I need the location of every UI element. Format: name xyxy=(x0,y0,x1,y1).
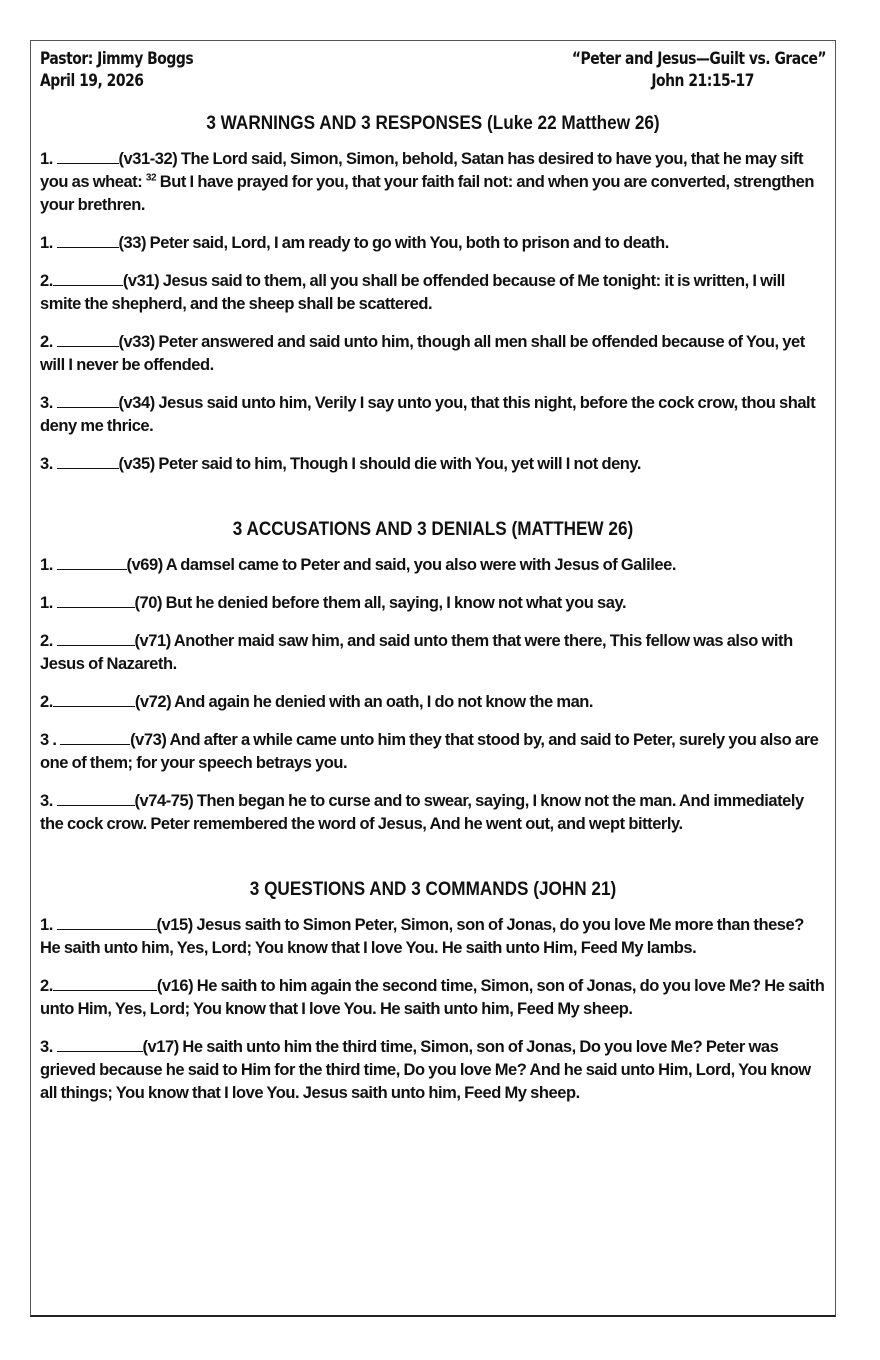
verse-ref: (v15) xyxy=(156,916,193,934)
section-title: 3 WARNINGS AND 3 RESPONSES (Luke 22 Matthew 26) xyxy=(206,112,660,134)
verse-ref: (70) xyxy=(134,594,163,612)
list-item: 2. (v16) He saith to him again the second time, Simon, son of Jonas, do you love Me? He saith unto Him, Yes, Lord; You know that I love You. He saith unto him, Feed My sheep. xyxy=(40,977,825,1018)
verse-ref: (v72) xyxy=(134,693,172,711)
list-item: 2. (v72) And again he denied with an oath, I do not know the man. xyxy=(40,693,594,711)
verse-ref: (33) xyxy=(118,234,147,252)
fill-in-blank[interactable] xyxy=(53,271,123,286)
scripture-reference: John 21:15-17 xyxy=(651,71,754,91)
list-item: 1. (33) Peter said, Lord, I am ready to go with You, both to prison and to death. xyxy=(40,234,669,252)
verse-ref: (v74-75) xyxy=(134,792,194,810)
list-item: 3. (v34) Jesus said unto him, Verily I say unto you, that this night, before the cock crow, thou shalt deny me thrice. xyxy=(40,394,816,435)
verse-ref: (v35) xyxy=(118,455,155,473)
handout-content xyxy=(40,111,826,1105)
section-questions-commands xyxy=(40,877,826,1105)
fill-in-blank[interactable] xyxy=(57,149,119,164)
section-title: 3 QUESTIONS AND 3 COMMANDS (JOHN 21) xyxy=(249,878,617,900)
sermon-title: “Peter and Jesus—Guilt vs. Grace” xyxy=(571,49,826,69)
pastor-name: Pastor: Jimmy Boggs xyxy=(40,49,194,69)
verse-ref: (v17) xyxy=(142,1038,179,1056)
list-item: 2. (v33) Peter answered and said unto him, though all men shall be offended because of You, yet will I never be offended. xyxy=(40,333,805,374)
list-item: 1. (70) But he denied before them all, saying, I know not what you say. xyxy=(40,594,627,612)
fill-in-blank[interactable] xyxy=(57,393,119,408)
verse-ref: (v16) xyxy=(156,977,194,995)
verse-ref: (v71) xyxy=(134,632,171,650)
header-right xyxy=(572,48,826,92)
list-item: 3. (v74-75) Then began he to curse and to swear, saying, I know not the man. And immediately the cock crow. Peter remembered the word of Jesus, And he went out, and wept bitterly. xyxy=(40,792,804,833)
fill-in-blank[interactable] xyxy=(57,555,127,570)
verse-ref: (v73) xyxy=(130,731,167,749)
fill-in-blank[interactable] xyxy=(57,593,135,608)
fill-in-blank[interactable] xyxy=(57,631,135,646)
handout-page xyxy=(30,40,836,1317)
verse-ref: (v31-32) xyxy=(118,150,178,168)
list-item: 1. (v31-32) The Lord said, Simon, Simon, behold, Satan has desired to have you, that he may sift you as wheat: $^{32}$ But I have prayed for you, that your faith fail not: and when you are converted, strengthen your brethren. xyxy=(40,150,815,214)
list-item: 1. (v15) Jesus saith to Simon Peter, Simon, son of Jonas, do you love Me more than these? He saith unto him, Yes, Lord; You know that I love You. He saith unto Him, Feed My lambs. xyxy=(40,916,804,957)
fill-in-blank[interactable] xyxy=(57,1037,143,1052)
list-item: 2. (v71) Another maid saw him, and said unto them that were there, This fellow was also with Jesus of Nazareth. xyxy=(40,632,793,673)
verse-ref: (v69) xyxy=(126,556,163,574)
list-item: 1. (v69) A damsel came to Peter and said, you also were with Jesus of Galilee. xyxy=(40,556,677,574)
list-item: 2. (v31) Jesus said to them, all you shall be offended because of Me tonight: it is written, I will smite the shepherd, and the sheep shall be scattered. xyxy=(40,272,785,313)
fill-in-blank[interactable] xyxy=(57,332,119,347)
list-item: 3. (v17) He saith unto him the third time, Simon, son of Jonas, Do you love Me? Peter was grieved because he said to Him for the third time, Do you love Me? And he said unto Him, Lord, You know all things; You know that I love You. Jesus saith unto him, Feed My sheep. xyxy=(40,1038,811,1102)
section-title: 3 ACCUSATIONS AND 3 DENIALS (MATTHEW 26) xyxy=(232,518,634,540)
fill-in-blank[interactable] xyxy=(57,915,157,930)
section-warnings-responses xyxy=(40,111,826,476)
header-left xyxy=(40,48,193,92)
fill-in-blank[interactable] xyxy=(57,233,119,248)
sermon-date: April 19, 2026 xyxy=(40,71,144,91)
verse-number: 32 xyxy=(145,172,157,184)
fill-in-blank[interactable] xyxy=(57,791,135,806)
list-item: 3. (v35) Peter said to him, Though I should die with You, yet will I not deny. xyxy=(40,455,642,473)
section-accusations-denials xyxy=(40,517,826,836)
fill-in-blank[interactable] xyxy=(57,454,119,469)
fill-in-blank[interactable] xyxy=(53,976,157,991)
fill-in-blank[interactable] xyxy=(53,692,135,707)
fill-in-blank[interactable] xyxy=(60,730,130,745)
verse-ref: (v33) xyxy=(118,333,155,351)
verse-ref: (v34) xyxy=(118,394,155,412)
list-item: 3 . (v73) And after a while came unto him they that stood by, and said to Peter, surely you also are one of them; for your speech betrays you. xyxy=(40,731,819,772)
verse-ref: (v31) xyxy=(122,272,160,290)
